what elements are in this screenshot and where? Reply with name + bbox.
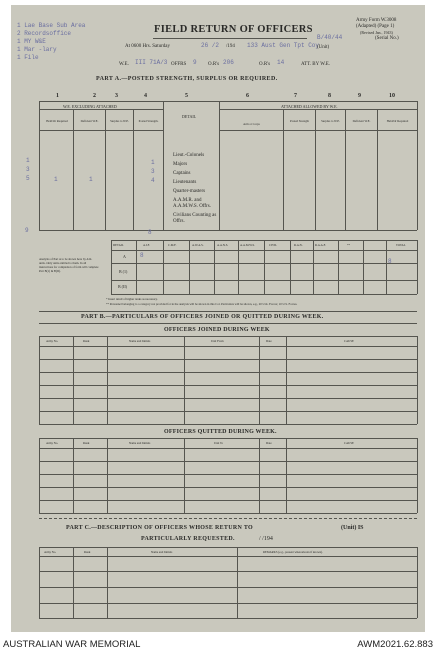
part-c-unit-label: (Unit) IS [341,525,364,531]
we-value: III 71A/3 [135,59,168,66]
posted-value: 1 [151,159,155,166]
total-value: 9 [25,227,29,234]
analysis-row-label: B (II) [118,284,127,289]
joined-header: Name and Initials [129,339,151,343]
analysis-header: TOTAL [396,243,406,247]
col-number: 2 [93,93,96,99]
part-a-title: PART A.—POSTED STRENGTH, SURPLUS OR REQUIRED. [96,76,278,82]
part-c-header: Rank [84,550,91,554]
joined-title: OFFICERS JOINED DURING WEEK [164,327,270,333]
form-ref-line: (Adapted) (Page 1) [356,24,395,29]
footer-archive-name: AUSTRALIAN WAR MEMORIAL [3,639,141,650]
analysis-header: R.A.A.F. [315,243,326,247]
col-number: 4 [144,93,147,99]
col-number: 1 [56,93,59,99]
right-sub-header: Held/Or Required [386,119,409,123]
posted-total-value: 8 [148,229,152,236]
serial-label: (Serial No.) [375,36,399,41]
detail-header: DETAIL [182,114,197,119]
we-excluding-header: W.E. EXCLUDING ATTACHED [63,104,117,109]
analysis-note: Analysis of Part A to be shown here by ALL units. Only units entitled to them. In all instructions for completion of form will complete Part B(1) & B(II). [39,257,99,273]
rank-label: Quarter-masters [173,189,206,194]
part-c-title: PART C.—DESCRIPTION OF OFFICERS WHOSE RETURN TO [66,525,253,531]
left-sub-header: Posted Strength. [138,119,159,123]
att-label: ATT. BY W.E. [301,62,331,67]
distribution-line: 1 Mar -lary [17,46,57,53]
we-label: W.E. [119,62,129,67]
row-value: 1 [89,176,93,183]
quitted-header: Name and Initials [129,441,151,445]
rank-label: Majors [173,162,188,167]
ors-label: O.R's [208,62,220,67]
form-sheet [11,5,425,632]
right-sub-header: Deficient W.E. [352,119,371,123]
row-value: 1 [54,176,58,183]
form-ref-line: Army Form W.3008 [356,18,397,23]
rank-label: Lieut.-Colonels [173,153,205,158]
form-title: FIELD RETURN OF OFFICERS [154,24,313,35]
analysis-header: ** [347,243,350,247]
quitted-header: Date [266,441,272,445]
joined-header: Date [266,339,272,343]
left-sub-header: Held/Or Required [46,119,68,123]
distribution-line: 1 Lae Base Sub Area [17,22,86,29]
part-c-header: Army No. [44,550,57,554]
left-sub-header: Surplus to W.E. [110,119,129,123]
held-value: 5 [26,175,30,182]
analysis-header: DETAIL [113,243,124,247]
analysis-header: A.W.A.S. [192,243,204,247]
analysis-header: C.M.F. [168,243,177,247]
joined-header: Unit From [211,339,224,343]
col-number: 9 [358,93,361,99]
rank-label: Lieutenants [173,180,197,185]
col-number: 5 [185,93,188,99]
unit-label: (Unit) [317,45,330,50]
ors2-value: 14 [277,59,285,66]
posted-value: 4 [151,177,155,184]
attached-header: ATTACHED ALLOWED BY W.E. [281,104,338,109]
right-sub-header: Surplus to W.E. [321,119,340,123]
distribution-line: 1 File [17,54,39,61]
held-value: 1 [26,157,30,164]
form-ref-line: (Revised Jan., 1943) [360,30,393,35]
footnote: ** Personnel belonging to a category not provided for in the analysis will be shown in this Col. Particulars will be shown, e.g., 20 U.K. Forces; 10 U.S. Forces. [106,302,298,306]
col-number: 8 [328,93,331,99]
analysis-header: A.A.M.W.S. [240,243,255,247]
footnote: * Insert detail of higher ranks as necessary. [106,297,158,301]
analysis-header: A.A.N.S. [217,243,229,247]
col-number: 6 [246,93,249,99]
distribution-line: 2 Recordsoffice [17,30,72,37]
serial-value: B/40/44 [317,34,343,41]
rank-label: Captains [173,171,191,176]
quitted-header: Army No. [46,441,59,445]
posted-value: 3 [151,168,155,175]
part-b-title: PART B.—PARTICULARS OF OFFICERS JOINED OR QUITTED DURING WEEK. [81,314,324,320]
col-number: 7 [294,93,297,99]
analysis-header: CIVIL [269,243,277,247]
footer-reference: AWM2021.62.883 [357,639,433,650]
distribution-line: 1 MY W&E [17,38,46,45]
date-value: 26 /2 [201,42,220,49]
unit-value: 133 Aust Gen Tpt Coy [247,42,320,49]
ors-value: 206 [223,59,234,66]
joined-header: CAUSE [344,339,354,343]
quitted-header: CAUSE [344,441,354,445]
analysis-row-label: A [123,254,126,259]
analysis-row-label: B (1) [119,269,128,274]
held-value: 3 [26,166,30,173]
quitted-header: Unit To [214,441,224,445]
ors2-label: O.R's [259,62,271,67]
joined-header: Rank [83,339,90,343]
part-c-header: REMARKS (e.g., present whereabouts if known). [263,550,323,554]
col-number: 3 [115,93,118,99]
offrs-value: 9 [193,59,197,66]
offrs-label: OFFRS [171,62,187,67]
quitted-header: Rank [83,441,90,445]
analysis-a-value: 8 [140,252,144,259]
rank-label: Civilians Counting as Offrs. [173,213,217,224]
part-c-subtitle: PARTICULARLY REQUESTED. [141,536,235,542]
part-c-date: / /194 [259,536,273,542]
analysis-header: R.A.N. [294,243,303,247]
joined-header: Army No. [46,339,59,343]
right-sub-header: Posted Strength [290,119,309,123]
col-number: 10 [389,93,395,99]
quitted-title: OFFICERS QUITTED DURING WEEK. [164,429,277,435]
rank-label: A.A.M.R. and A.A.M.W.S. Offrs. [173,198,211,209]
left-sub-header: Deficient W.E. [80,119,99,123]
right-sub-header: Arm or Corps [243,122,260,126]
analysis-header: A.I.F. [143,243,150,247]
at-time-label: At 0600 Hrs. Saturday [125,44,170,49]
part-c-header: Name and Initials [151,550,173,554]
analysis-total-value: 8 [388,258,392,265]
year-label: /194 [226,44,235,49]
